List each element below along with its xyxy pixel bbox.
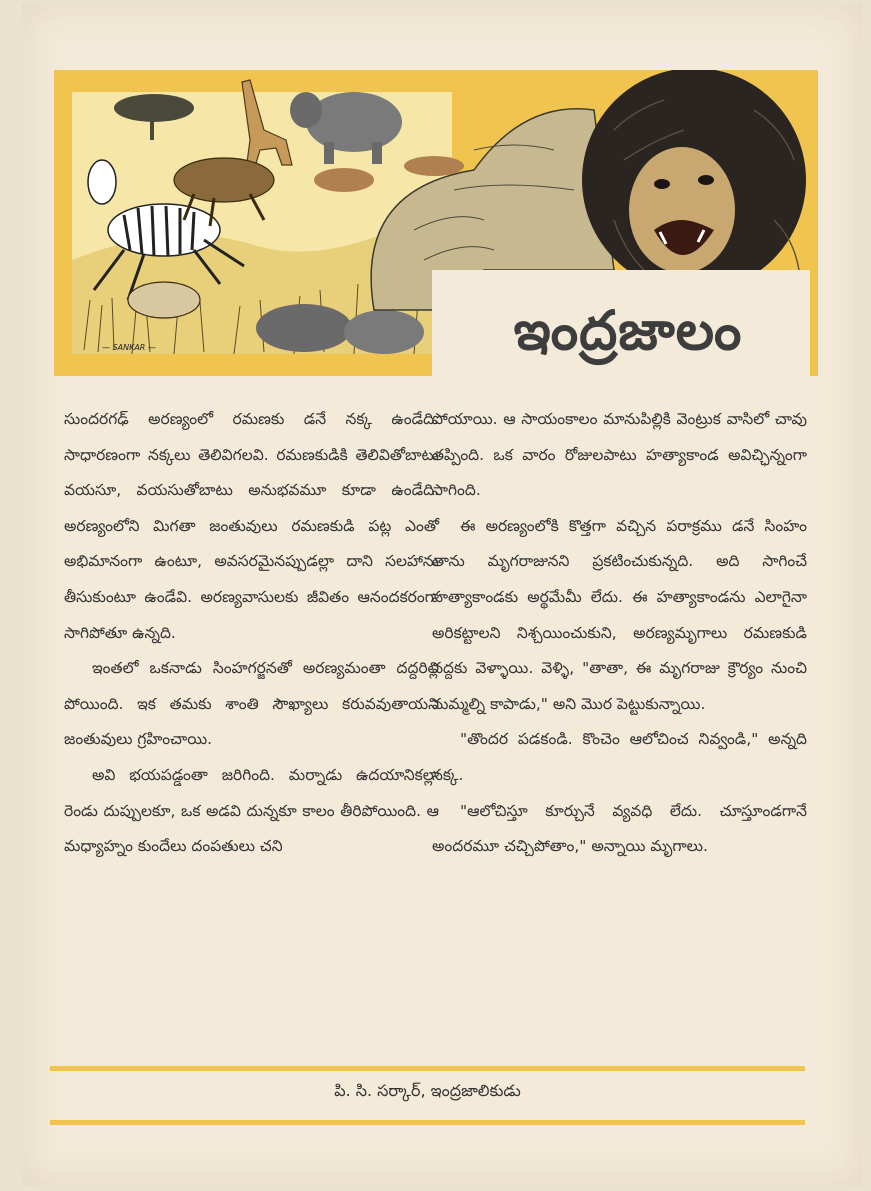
paragraph: ఈ అరణ్యంలోకి కొత్తగా వచ్చిన పరాక్రము డనే సింహం తాను మృగరాజునని ప్రకటించుకున్నది. అది సాగించే హత్యాకాండకు అర్థమేమీ లేదు. ఈ హత్యాకాండను ఎలాగైనా అరికట్టాలని నిశ్చయించుకుని, అరణ్యమృగాలు రమణకుడి వద్దకు వెళ్ళాయి. వెళ్ళి, "తాతా, ఈ మృగరాజు క్రౌర్యం నుంచి మమ్మల్ని కాపాడు," అని మొర పెట్టుకున్నాయి. [432,516,807,713]
paragraph: "తొందర పడకండి. కొంచెం ఆలోచించ నివ్వండి," అన్నది నక్క. [432,730,807,784]
paragraph: అవి భయపడ్డంతా జరిగింది. మర్నాడు ఉదయానికల్లా రెండు దుప్పులకూ, ఒక అడవి దున్నకూ కాలం తీరిపోయింది. ఆ మధ్యాహ్నం కుందేలు దంపతులు చని [64,765,439,856]
svg-text:— SANKAR —: — SANKAR — [102,343,156,352]
divider-bottom [50,1120,805,1125]
story-title: ఇంద్రజాలం [513,299,743,362]
paragraph: పోయాయి. ఆ సాయంకాలం మానుపిల్లికి వెంట్రుక వాసిలో చావు తప్పింది. ఒక వారం రోజులపాటు హత్యాకాండ అవిచ్ఛిన్నంగా సాగింది. [432,410,807,500]
divider-top [50,1066,805,1071]
paragraph: "ఆలోచిస్తూ కూర్చునే వ్యవధి లేదు. చూస్తూండగానే అందరమూ చచ్చిపోతాం," అన్నాయి మృగాలు. [432,801,807,856]
column-right [432,402,807,865]
column-left [64,402,439,865]
paragraph: ఇంతలో ఒకనాడు సింహగర్జనతో అరణ్యమంతా దద్దరిల్లి పోయింది. ఇక తమకు శాంతి సౌఖ్యాలు కరువవుతాయని జంతువులు గ్రహించాయి. [64,659,439,749]
paragraph: సుందరగఢ్ అరణ్యంలో రమణకు డనే నక్క ఉండేది. సాధారణంగా నక్కలు తెలివిగలవి. రమణకుడికి తెలివితోబాటు వయసూ, వయసుతోబాటు అనుభవమూ కూడా ఉండేది. అరణ్యంలోని మిగతా జంతువులు రమణకుడి పట్ల ఎంతో అభిమానంగా ఉంటూ, అవసరమైనప్పుడల్లా దాని సలహాను తీసుకుంటూ ఉండేవి. అరణ్యవాసులకు జీవితం ఆనందకరంగా సాగిపోతూ ఉన్నది. [64,410,439,642]
byline: పి. సి. సర్కార్, ఇంద్రజాలికుడు [334,1081,521,1100]
